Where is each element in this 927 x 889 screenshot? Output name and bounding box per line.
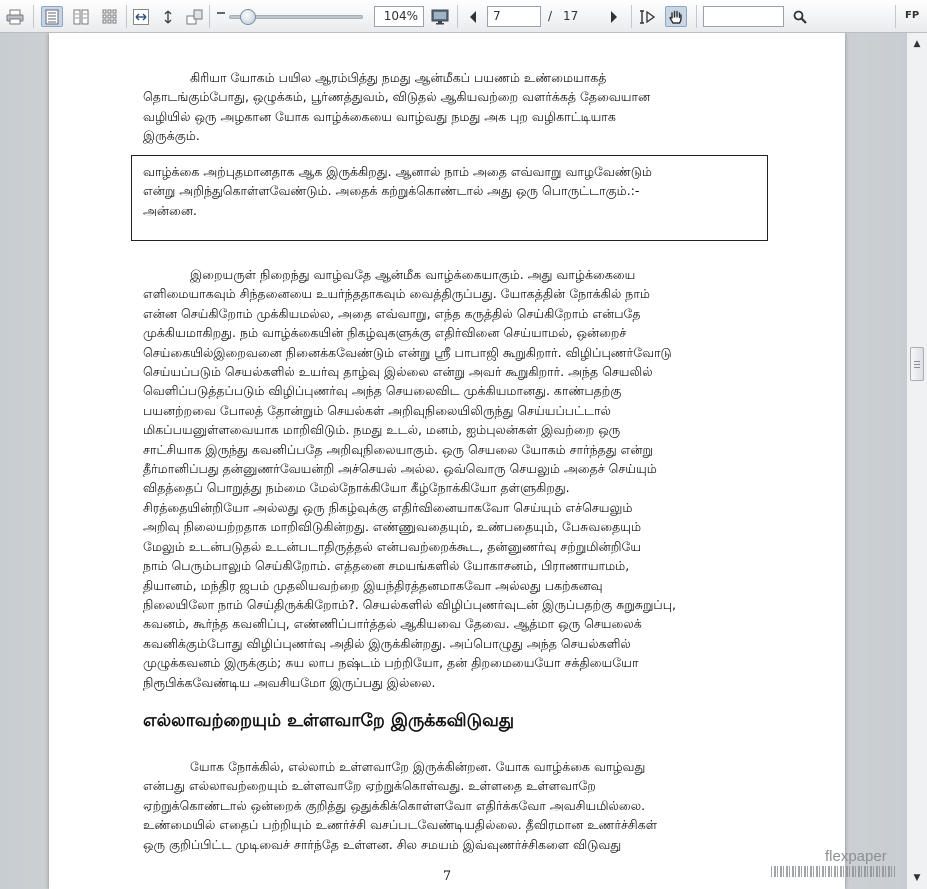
print-icon bbox=[6, 9, 24, 25]
scroll-up-arrow[interactable]: ▲ bbox=[913, 39, 921, 49]
single-page-view-button[interactable] bbox=[41, 6, 63, 27]
fit-width-icon bbox=[133, 9, 149, 25]
fullscreen-button[interactable] bbox=[429, 6, 451, 27]
search-button[interactable] bbox=[789, 6, 811, 27]
paragraph-intro: கிரியா யோகம் பயில ஆரம்பித்து நமது ஆன்மீகப் பயணம் உண்மையாகத் தொடங்கும்போது, ஒழுக்கம், பூர்ணத்துவம், விடுதல் ஆகியவற்றை வளர்க்கத் தேவையான வழியில் ஒரு அழகான யோக வாழ்க்கையை வாழ்வது நமது அக புற வழிகாட்டியாக இருக்கும். bbox=[143, 70, 651, 144]
fit-width-button[interactable] bbox=[130, 6, 152, 27]
barcode-watermark bbox=[771, 866, 895, 877]
single-page-icon bbox=[45, 9, 59, 25]
brand-short-label: FP bbox=[905, 10, 920, 21]
quote-text: வாழ்க்கை அற்புதமானதாக ஆக இருக்கிறது. ஆனால் நாம் அதை எவ்வாறு வாழவேண்டும் என்று அறிந்துகொள்ளவேண்டும். அதைக் கற்றுக்கொண்டால் அது ஒரு பொருட்டாகும்.:- அன்னை. bbox=[143, 164, 652, 218]
page-count: 17 bbox=[563, 9, 579, 23]
rotate-button[interactable] bbox=[184, 6, 206, 27]
two-page-view-button[interactable] bbox=[70, 6, 92, 27]
next-page-icon bbox=[609, 10, 619, 24]
zoom-out-marker bbox=[217, 12, 225, 14]
two-page-icon bbox=[73, 9, 89, 25]
hand-tool-button[interactable] bbox=[665, 6, 687, 27]
document-page bbox=[49, 33, 845, 889]
thumbnail-view-button[interactable] bbox=[99, 6, 121, 27]
search-input[interactable] bbox=[703, 6, 784, 27]
fit-height-icon bbox=[160, 9, 176, 25]
fullscreen-icon bbox=[431, 9, 449, 25]
zoom-level-field[interactable]: 104% bbox=[374, 6, 424, 27]
text-select-button[interactable] bbox=[636, 6, 658, 27]
quote-box bbox=[131, 155, 768, 241]
text-select-icon bbox=[637, 9, 657, 25]
vertical-scrollbar[interactable] bbox=[906, 33, 927, 889]
document-viewer[interactable] bbox=[0, 33, 906, 889]
page-separator: / bbox=[548, 9, 553, 23]
fit-height-button[interactable] bbox=[157, 6, 179, 27]
print-button[interactable] bbox=[4, 6, 26, 27]
zoom-slider-thumb[interactable] bbox=[240, 9, 256, 25]
section-heading: எல்லாவற்றையும் உள்ளவாறே இருக்கவிடுவது bbox=[143, 711, 515, 731]
previous-page-button[interactable] bbox=[462, 6, 484, 27]
scroll-down-arrow[interactable]: ▼ bbox=[913, 873, 921, 883]
page-number-footer: 7 bbox=[442, 869, 452, 884]
toolbar bbox=[0, 0, 927, 33]
search-icon bbox=[793, 10, 807, 24]
paragraph-section: யோக நோக்கில், எல்லாம் உள்ளவாறே இருக்கின்றன. யோக வாழ்க்கை வாழ்வது என்பது எல்லாவற்றையும் உள்ளவாறே ஏற்றுக்கொள்வது. உள்ளதை உள்ளவாறே ஏற்றுக்கொண்டால் ஒன்றைக் குறித்து ஒதுக்கிக்கொள்ளவோ எதிர்க்கவோ அவசியமில்லை. உண்மையில் எதைப் பற்றியும் உணர்ச்சி வசப்படவேண்டியதில்லை. தீவிரமான உணர்ச்சிகள் ஒரு குறிப்பிட்ட முடிவைச் சார்ந்தே உள்ளன. சில சமயம் இவ்வுணர்ச்சிகளை விடுவது bbox=[143, 759, 657, 852]
page-number-field[interactable]: 7 bbox=[487, 6, 541, 27]
thumbnail-icon bbox=[102, 9, 118, 25]
paragraph-body: இறையருள் நிறைந்து வாழ்வதே ஆன்மீக வாழ்க்கையாகும். அது வாழ்க்கையை எளிமையாகவும் சிந்தனையை உயர்ந்ததாகவும் வைத்திருப்பது. யோகத்தின் நோக்கில் நாம் என்ன செய்கிறோம் முக்கியமல்ல, அதை எவ்வாறு, எந்த கருத்தில் செய்கிறோம் என்பதே முக்கியமாகிறது. நம் வாழ்க்கையின் நிகழ்வுகளுக்கு எதிர்வினை செய்யாமல், ஒன்றைச் செய்கையில்இறைவனை நினைக்கவேண்டும் என்று ஸ்ரீ பாபாஜி கூறுகிறார். விழிப்புணர்வோடு செய்யப்படும் செயல்களில் உயர்வு தாழ்வு இல்லை என்று அவர் கூறுகிறார். அந்த செயலில் வெளிப்படுத்தப்படும் விழிப்புணர்வு அந்த செயலைவிட முக்கியமானது. காண்பதற்கு பயனற்றவை போலத் தோன்றும் செயல்கள் அறிவுநிலையிலிருந்து செய்யப்பட்டால் மிகப்பயனுள்ளவையாக மாறிவிடும். நமது உடல், மனம், ஐம்புலன்கள் இவற்றை ஒரு சாட்சியாக இருந்து கவனிப்பதே அறிவுநிலையாகும். ஒரு செயலை யோகம் சார்ந்தது என்று தீர்மானிப்பது தன்னுணர்வேயன்றி அச்செயல் அல்ல. ஒவ்வொரு செயலும் அதைச் செய்யும் விதத்தைப் பொறுத்து நம்மை மேல்நோக்கியோ கீழ்நோக்கியோ தள்ளுகிறது. சிரத்தையின்றியோ அல்லது ஒரு நிகழ்வுக்கு எதிர்வினையாகவோ செய்யும் எச்செயலும் அறிவு நிலையற்றதாக மாறிவிடுகின்றது. எண்ணுவதையும், உண்பதையும், பேசுவதையும் மேலும் உடன்படுதல் உடன்படாதிருத்தல் என்பவற்றைக்கூட, தன்னுணர்வு சற்றுமின்றியே நாம் பெரும்பாலும் செய்கிறோம். எத்தனை சமயங்களில் யோகாசனம், பிராணாயாமம், தியானம், மந்திர ஜபம் முதலியவற்றை இயந்திரத்தனமாகவோ அல்லது பகற்கனவு நிலையிலோ நாம் செய்திருக்கிறோம்?. செயல்களில் விழிப்புணர்வுடன் இருப்பதற்கு சுறுசுறுப்பு, கவனம், கூர்ந்த கவனிப்பு, எண்ணிப்பார்த்தல் ஆகியவை தேவை. ஆத்மா ஒரு செயலைக் கவனிக்கும்போது விழிப்புணர்வு அதில் இருக்கின்றது. அப்பொழுது அந்த செயல்களில் முழுக்கவனம் இருக்கும்; சுய லாப நஷ்டம் பற்றியோ, தன் திறமையையோ சக்தியையோ நிரூபிக்கவேண்டிய அவசியமோ இருப்பது இல்லை. bbox=[143, 267, 676, 690]
prev-page-icon bbox=[468, 10, 478, 24]
next-page-button[interactable] bbox=[603, 6, 625, 27]
hand-tool-icon bbox=[668, 9, 684, 25]
flexpaper-logo: flexpaper bbox=[825, 848, 887, 865]
rotate-icon bbox=[186, 9, 204, 25]
scrollbar-thumb[interactable] bbox=[910, 347, 924, 381]
